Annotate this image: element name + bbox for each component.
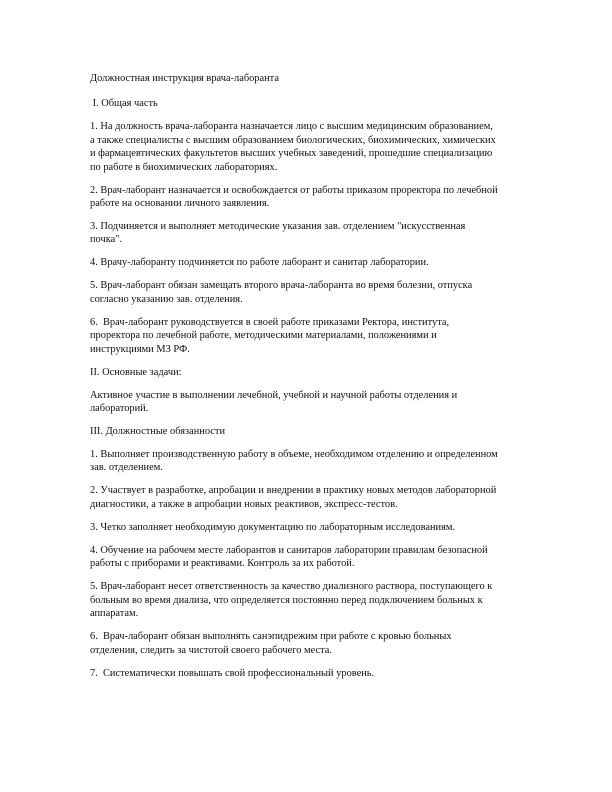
paragraph: 4. Врачу-лаборанту подчиняется по работе лаборант и санитар лаборатории. bbox=[90, 257, 429, 269]
paragraph: Активное участие в выполнении лечебной, учебной и научной работы отделения и лабораторий. bbox=[90, 389, 458, 415]
paragraph: 1. Выполняет производственную работу в объеме, необходимом отделению и определенном зав. отделением. bbox=[90, 449, 498, 474]
section-heading-duties: III. Должностные обязанности bbox=[90, 426, 226, 438]
section-heading-general: I. Общая часть bbox=[90, 98, 158, 110]
paragraph: 5. Врач-лаборант обязан замещать второго врача-лаборанта во время болезни, отпуска согласно указанию зав. отделения. bbox=[90, 280, 473, 305]
paragraph: 4. Обучение на рабочем месте лаборантов и санитаров лаборатории правилам безопасной работы с приборами и реактивами. Контроль за их работой. bbox=[90, 544, 488, 570]
section-heading-tasks: II. Основные задачи: bbox=[90, 366, 182, 378]
paragraph: 7. Систематически повышать свой профессиональный уровень. bbox=[90, 667, 375, 679]
paragraph: 3. Подчиняется и выполняет методические указания зав. отделением "искусственная почка". bbox=[90, 221, 466, 246]
paragraph: 2. Врач-лаборант назначается и освобождается от работы приказом проректора по лечебной работе на основании личного заявления. bbox=[90, 184, 498, 210]
document-title: Должностная инструкция врача-лаборанта bbox=[90, 73, 279, 84]
paragraph: 1. На должность врача-лаборанта назначается лицо с высшим медицинским образованием, а также специалисты с высшим образованием биологических, биохимических, химических и фармацевтических факультетов высших учебных заведений, прошедшие специализацию по работе в биохимических лабораториях. bbox=[90, 121, 496, 173]
paragraph: 6. Врач-лаборант обязан выполнять санэпидрежим при работе с кровью больных отделения, следить за чистотой своего рабочего места. bbox=[90, 631, 452, 656]
document-page bbox=[90, 72, 530, 690]
paragraph: 2. Участвует в разработке, апробации и внедрении в практику новых методов лабораторной диагностики, а также в апробации новых реактивов, экспресс-тестов. bbox=[90, 485, 497, 510]
paragraph: 3. Четко заполняет необходимую документацию по лабораторным исследованиям. bbox=[90, 521, 456, 533]
paragraph: 6. Врач-лаборант руководствуется в своей работе приказами Ректора, института, проректора по лечебной работе, методическими материалами, положениями и инструкциями МЗ РФ. bbox=[90, 316, 450, 355]
paragraph: 5. Врач-лаборант несет ответственность за качество диализного раствора, поступающего к больным во время диализа, что определяется постоянно перед подключением больных к аппаратам. bbox=[90, 581, 493, 620]
